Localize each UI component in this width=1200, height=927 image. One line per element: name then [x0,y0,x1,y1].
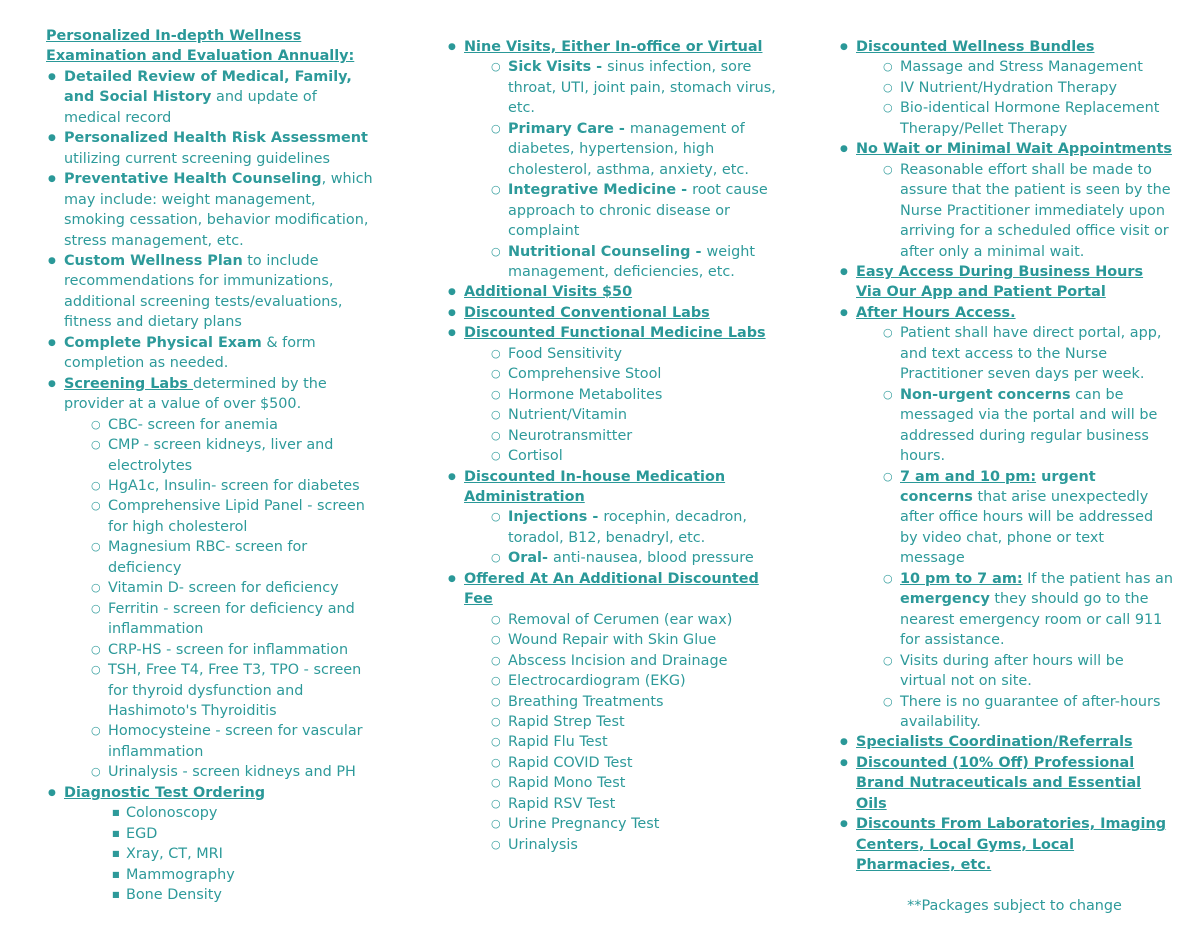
list-item: ○ Urinalysis [490,835,786,855]
list-item: ○ Removal of Cerumen (ear wax) [490,610,786,630]
item-text: , which may include: weight management, smoking cessation, behavior modification, stress management, etc. [64,171,373,249]
column-1 [46,26,376,905]
list-item [490,548,786,568]
functional-labs-item [446,323,786,466]
packages-note: **Packages subject to change [907,897,1122,914]
item-text: weight management, deficiencies, etc. [508,243,755,280]
diagnostic-link[interactable]: Diagnostic Test Ordering [64,784,266,801]
item-text: management of diabetes, hypertension, high cholesterol, asthma, anxiety, etc. [508,120,749,178]
list-item [46,128,376,169]
item-text: that arise unexpectedly after office hours will be addressed by video chat, phone or text message [900,488,1154,567]
visits-link[interactable]: Nine Visits, Either In-office or Virtual [464,39,763,55]
list-item: ○ Magnesium RBC- screen for deficiency [90,537,376,578]
item-text: & form completion as needed. [64,334,316,372]
list-item: ○ Comprehensive Lipid Panel - screen for high cholesterol [90,496,376,537]
item-bold: urgent concerns [900,468,1096,505]
list-item: ○ HgA1c, Insulin- screen for diabetes [90,476,376,496]
list-item: ○ Neurotransmitter [490,426,786,446]
list-item: ○ Ferritin - screen for deficiency and inflammation [90,599,376,640]
functional-labs-list [464,344,786,467]
screening-labs-list [64,415,376,783]
offered-link[interactable]: Offered At An Additional Discounted Fee [464,570,759,608]
item-bold: Nutritional Counseling - [508,243,707,260]
list-item [882,385,1173,467]
item-bold: Injections - [508,509,604,526]
list-item: ○ IV Nutrient/Hydration Therapy [882,78,1173,98]
item-bold: Integrative Medicine - [508,182,693,199]
specialists-link[interactable]: Specialists Coordination/Referrals [856,734,1133,751]
list-item: ○ Nutrient/Vitamin [490,405,786,425]
medication-list [464,507,786,568]
list-item: ○ Electrocardiogram (EKG) [490,671,786,691]
list-item: ○ Wound Repair with Skin Glue [490,630,786,650]
after-hours-item [838,303,1173,733]
column-2 [446,37,786,855]
conventional-labs-item [446,303,786,323]
nutraceuticals-item [838,753,1173,814]
item-text: sinus infection, sore throat, UTI, joint pain, stomach virus, etc. [508,59,776,117]
visits-item [446,37,786,282]
list-item [46,333,376,374]
easy-access-link[interactable]: Easy Access During Business Hours Via Our App and Patient Portal [856,263,1144,301]
item-bold: Primary Care - [508,120,630,137]
list-item: ○ Breathing Treatments [490,692,786,712]
nutraceuticals-link[interactable]: Discounted (10% Off) Professional Brand Nutraceuticals and Essential Oils [856,754,1142,812]
item-bold: Non-urgent concerns [900,386,1071,403]
list-item: ○ Massage and Stress Management [882,57,1173,77]
list-item: ○ Cortisol [490,446,786,466]
list-item: ○ Visits during after hours will be virtual not on site. [882,651,1173,692]
list-item: ○ Urinalysis - screen kidneys and PH [90,762,376,782]
functional-labs-link[interactable]: Discounted Functional Medicine Labs [464,325,766,342]
discounts-link[interactable]: Discounts From Laboratories, Imaging Centers, Local Gyms, Local Pharmacies, etc. [856,816,1167,874]
diagnostic-item [46,783,376,906]
list-item: ○ Reasonable effort shall be made to assure that the patient is seen by the Nurse Practitioner immediately upon arriving for a scheduled office visit or after only a minimal wait. [882,160,1173,262]
benefits-list [838,37,1173,876]
item-bold: Custom Wellness Plan [64,252,243,269]
item-bold: Detailed Review of Medical, Family, and Social History [64,68,352,106]
after-hours-list [856,323,1173,732]
list-item [46,251,376,333]
item-bold: Oral- [508,550,553,567]
list-item: ○ There is no guarantee of after-hours availability. [882,692,1173,733]
bundles-item [838,37,1173,139]
time-range: 7 am and 10 pm: [900,468,1037,485]
list-item [490,119,786,180]
screening-labs-text: determined by the provider at a value of over $500. [64,375,327,413]
list-item: ○ Rapid Strep Test [490,712,786,732]
list-item [490,242,786,283]
services-list [446,37,786,855]
exam-title: Personalized In-depth Wellness Examination and Evaluation Annually: [46,28,355,65]
list-item: ■ Mammography [110,865,376,885]
list-item: ○ Rapid Flu Test [490,732,786,752]
item-text: and update of medical record [64,89,317,126]
list-item [882,569,1173,651]
list-item: ○ Hormone Metabolites [490,385,786,405]
list-item: ○ CRP-HS - screen for inflammation [90,640,376,660]
specialists-item [838,732,1173,752]
time-range: 10 pm to 7 am: [900,570,1023,587]
medication-item [446,467,786,569]
after-hours-link[interactable]: After Hours Access. [856,304,1016,321]
list-item [490,57,786,118]
no-wait-link[interactable]: No Wait or Minimal Wait Appointments [856,141,1172,158]
list-item: ■ EGD [110,824,376,844]
list-item: ○ Rapid RSV Test [490,794,786,814]
offered-item [446,569,786,855]
list-item [46,169,376,251]
list-item: ■ Xray, CT, MRI [110,844,376,864]
list-item: ○ Rapid Mono Test [490,773,786,793]
list-item [882,467,1173,569]
item-bold: emergency [900,591,990,608]
no-wait-list [856,160,1173,262]
item-bold: Complete Physical Exam [64,334,262,351]
list-item: ○ Patient shall have direct portal, app, and text access to the Nurse Practitioner seven days per week. [882,323,1173,384]
list-item: ○ Homocysteine - screen for vascular inflammation [90,721,376,762]
bundles-list [856,57,1173,139]
list-item: ○ CMP - screen kidneys, liver and electrolytes [90,435,376,476]
list-item: ○ Vitamin D- screen for deficiency [90,578,376,598]
list-item: ○ Abscess Incision and Drainage [490,651,786,671]
exam-list [46,67,376,906]
item-text: can be messaged via the portal and will be addressed during regular business hours. [900,386,1158,465]
list-item [490,507,786,548]
list-item [490,180,786,241]
no-wait-item [838,139,1173,262]
list-item: ○ Bio-identical Hormone Replacement Therapy/Pellet Therapy [882,98,1173,139]
list-item [46,67,376,128]
item-text: rocephin, decadron, toradol, B12, benadryl, etc. [508,509,747,546]
offered-list [464,610,786,855]
additional-visits-item [446,282,786,302]
medication-link[interactable]: Discounted In-house Medication Administration [464,468,726,505]
bundles-link[interactable]: Discounted Wellness Bundles [856,39,1095,55]
list-item: ○ Food Sensitivity [490,344,786,364]
column-3 [838,37,1173,916]
item-text: anti-nausea, blood pressure [552,550,754,567]
item-text: utilizing current screening guidelines [64,150,331,167]
item-text: they should go to the nearest emergency room or call 911 for assistance. [900,591,1163,649]
list-item: ○ Comprehensive Stool [490,364,786,384]
additional-visits-link[interactable]: Additional Visits $50 [464,284,633,301]
list-item: ○ Rapid COVID Test [490,753,786,773]
visits-list [464,57,786,282]
list-item: ○ TSH, Free T4, Free T3, TPO - screen for thyroid dysfunction and Hashimoto's Thyroiditis [90,660,376,721]
list-item: ○ Urine Pregnancy Test [490,814,786,834]
item-bold: Preventative Health Counseling [64,171,322,188]
easy-access-item [838,262,1173,303]
list-item: ■ Bone Density [110,885,376,905]
list-item: ■ Colonoscopy [110,803,376,823]
diagnostic-list [110,803,376,905]
screening-labs-item [46,374,376,783]
item-bold: Personalized Health Risk Assessment [64,130,368,147]
item-text: to include recommendations for immunizations, additional screening tests/evaluations, fitness and dietary plans [64,252,343,331]
item-text: root cause approach to chronic disease or complaint [508,182,768,240]
item-text: If the patient has an [1022,570,1173,587]
item-bold: Sick Visits - [508,59,608,76]
conventional-labs-link[interactable]: Discounted Conventional Labs [464,304,710,321]
screening-labs-link[interactable]: Screening Labs [64,375,194,392]
discounts-item [838,814,1173,875]
list-item: ○ CBC- screen for anemia [90,415,376,435]
